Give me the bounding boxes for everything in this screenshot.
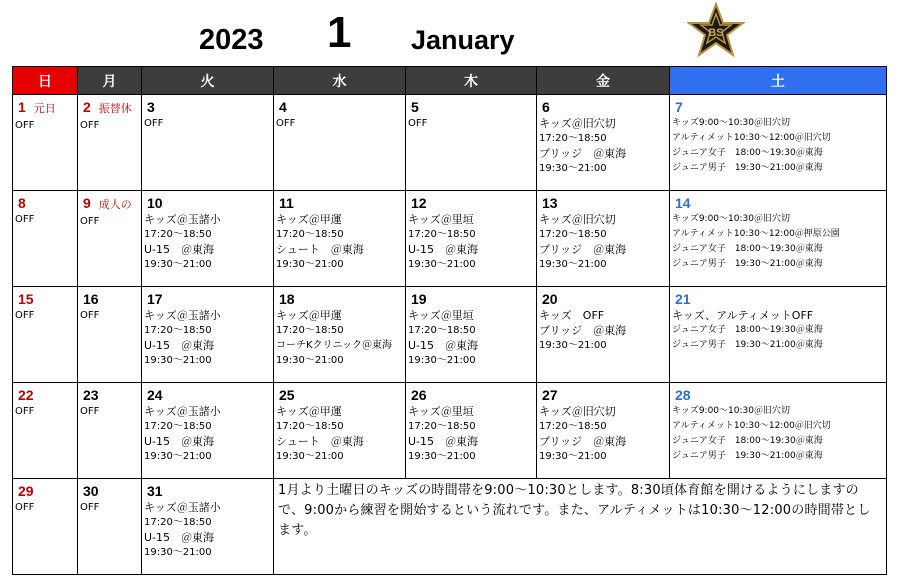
event-line: ジュニア女子 18:00～19:30＠東海 (672, 244, 823, 254)
event-line: キッズ＠玉諸小 (144, 405, 221, 418)
day-cell (142, 95, 274, 191)
day-cell (13, 383, 78, 479)
event-line: 19:30～21:00 (408, 259, 476, 270)
day-number: 29 (18, 483, 34, 499)
event-line: コーチKクリニック＠東海 (276, 340, 392, 351)
day-cell (274, 95, 406, 191)
day-cell (537, 95, 670, 191)
event-line: シュート ＠東海 (276, 435, 364, 448)
day-number: 24 (147, 387, 163, 403)
day-cell (406, 191, 537, 287)
event-line: OFF (15, 120, 35, 131)
day-number (78, 95, 141, 118)
day-number (13, 95, 77, 118)
event-line: U-15 ＠東海 (144, 243, 215, 256)
day-number: 23 (83, 387, 99, 403)
event-line: 19:30～21:00 (144, 451, 212, 462)
event-line: ブリッジ ＠東海 (539, 324, 627, 337)
event-line: 19:30～21:00 (276, 259, 344, 270)
event-line: 17:20～18:50 (408, 325, 476, 336)
event-line: 17:20～18:50 (144, 229, 212, 240)
day-number (78, 191, 141, 214)
day-cell (78, 479, 142, 575)
day-cell (670, 191, 887, 287)
week-row (13, 191, 887, 287)
day-number: 19 (411, 291, 427, 307)
event-line: キッズ＠旧穴切 (539, 213, 616, 226)
day-number: 17 (147, 291, 163, 307)
day-cell (274, 287, 406, 383)
event-line: OFF (80, 216, 100, 227)
weekday-tue: 火 (142, 67, 274, 95)
event-line: キッズ＠玉諸小 (144, 309, 221, 322)
day-cell (406, 95, 537, 191)
event-line: 19:30～21:00 (144, 547, 212, 558)
month-name: January (411, 25, 515, 55)
event-line: OFF (408, 118, 428, 129)
event-line: ジュニア女子 18:00～19:30＠東海 (672, 148, 823, 158)
day-cell (142, 287, 274, 383)
day-number: 22 (18, 387, 34, 403)
weekday-sat: 土 (670, 67, 887, 95)
day-number-text: 2 (83, 99, 91, 115)
day-number: 31 (147, 483, 163, 499)
event-line: キッズ＠甲運 (276, 405, 342, 418)
event-line: OFF (15, 502, 35, 513)
event-line: 17:20～18:50 (408, 421, 476, 432)
day-cell (13, 95, 78, 191)
event-line: キッズ9:00～10:30＠旧穴切 (672, 406, 790, 416)
event-line: キッズ＠甲運 (276, 309, 342, 322)
event-line: ジュニア男子 19:30～21:00＠東海 (672, 163, 823, 173)
event-line: 17:20～18:50 (408, 229, 476, 240)
day-cell (406, 287, 537, 383)
day-cell (78, 383, 142, 479)
event-line: キッズ＠里垣 (408, 213, 474, 226)
event-line: 19:30～21:00 (539, 340, 607, 351)
week-row (13, 479, 887, 575)
event-line: OFF (15, 214, 35, 225)
day-number: 7 (675, 99, 683, 115)
day-cell (537, 287, 670, 383)
event-line: OFF (80, 310, 100, 321)
day-cell (537, 383, 670, 479)
event-line: 19:30～21:00 (539, 451, 607, 462)
event-line: 19:30～21:00 (276, 451, 344, 462)
day-number: 10 (147, 195, 163, 211)
day-number: 14 (675, 195, 691, 211)
day-number: 15 (18, 291, 34, 307)
day-number: 16 (83, 291, 99, 307)
day-number: 3 (147, 99, 155, 115)
event-line: ジュニア男子 19:30～21:00＠東海 (672, 451, 823, 461)
event-line: OFF (80, 120, 100, 131)
event-line: 17:20～18:50 (144, 517, 212, 528)
event-line: OFF (80, 502, 100, 513)
weekday-sun: 日 (13, 67, 78, 95)
event-line: ジュニア男子 19:30～21:00＠東海 (672, 259, 823, 269)
schedule-notice: 1月より土曜日のキッズの時間帯を9:00～10:30とします。8:30頃体育館を開けるようにしますので、9:00から練習を開始するという流れです。また、アルティメットは10:30～12:00の時間帯とします。 (278, 483, 871, 538)
event-line: アルティメット10:30～12:00＠旧穴切 (672, 421, 831, 431)
day-cell (406, 383, 537, 479)
event-line: キッズ＠甲運 (276, 213, 342, 226)
weekday-header-row (13, 67, 887, 95)
event-line: U-15 ＠東海 (144, 339, 215, 352)
day-number: 30 (83, 483, 99, 499)
event-line: U-15 ＠東海 (408, 243, 479, 256)
day-number: 28 (675, 387, 691, 403)
weekday-wed: 水 (274, 67, 406, 95)
event-line: OFF (15, 310, 35, 321)
week-row (13, 287, 887, 383)
day-cell (78, 287, 142, 383)
day-cell (13, 287, 78, 383)
event-line: U-15 ＠東海 (408, 435, 479, 448)
week-row (13, 383, 887, 479)
day-number: 18 (279, 291, 295, 307)
event-line: キッズ9:00～10:30＠旧穴切 (672, 214, 790, 224)
day-cell (13, 191, 78, 287)
holiday-label: 振替休 (98, 103, 132, 115)
event-line: 17:20～18:50 (276, 325, 344, 336)
event-line: 17:20～18:50 (539, 229, 607, 240)
weekday-fri: 金 (537, 67, 670, 95)
day-cell (670, 287, 887, 383)
event-line: キッズ OFF (539, 309, 605, 322)
day-number: 13 (542, 195, 558, 211)
event-line: U-15 ＠東海 (408, 339, 479, 352)
event-line: 19:30～21:00 (276, 355, 344, 366)
event-line: U-15 ＠東海 (144, 531, 215, 544)
day-cell (78, 95, 142, 191)
month-number: 1 (327, 8, 352, 57)
event-line: 19:30～21:00 (408, 451, 476, 462)
event-line: 19:30～21:00 (539, 259, 607, 270)
weekday-mon: 月 (78, 67, 142, 95)
event-line: ブリッジ ＠東海 (539, 147, 627, 160)
event-line: OFF (15, 406, 35, 417)
holiday-label: 元日 (33, 103, 56, 115)
event-line: キッズ＠玉諸小 (144, 213, 221, 226)
event-line: アルティメット10:30～12:00＠旧穴切 (672, 133, 831, 143)
day-number: 26 (411, 387, 427, 403)
year-label: 2023 (199, 24, 264, 56)
day-cell (78, 191, 142, 287)
event-line: キッズ＠旧穴切 (539, 117, 616, 130)
day-number: 25 (279, 387, 295, 403)
event-line: キッズ9:00～10:30＠旧穴切 (672, 118, 790, 128)
day-number: 4 (279, 99, 287, 115)
event-line: 17:20～18:50 (539, 133, 607, 144)
day-cell (13, 479, 78, 575)
day-number-text: 1 (18, 99, 26, 115)
weekday-thu: 木 (406, 67, 537, 95)
event-line: キッズ＠玉諸小 (144, 501, 221, 514)
event-line: 19:30～21:00 (144, 259, 212, 270)
event-line: 19:30～21:00 (408, 355, 476, 366)
day-number: 6 (542, 99, 550, 115)
day-cell (274, 191, 406, 287)
event-line: 17:20～18:50 (276, 229, 344, 240)
event-line: 17:20～18:50 (144, 325, 212, 336)
week-row (13, 95, 887, 191)
event-line: ジュニア女子 18:00～19:30＠東海 (672, 436, 823, 446)
day-cell (142, 479, 274, 575)
day-number: 27 (542, 387, 558, 403)
day-cell (142, 191, 274, 287)
event-line: 19:30～21:00 (144, 355, 212, 366)
event-line: 17:20～18:50 (144, 421, 212, 432)
day-number: 11 (279, 195, 294, 211)
event-line: シュート ＠東海 (276, 243, 364, 256)
calendar-table (12, 66, 887, 575)
event-line: ジュニア男子 19:30～21:00＠東海 (672, 340, 823, 350)
event-line: ブリッジ ＠東海 (539, 435, 627, 448)
day-number: 20 (542, 291, 558, 307)
event-line: ジュニア女子 18:00～19:30＠東海 (672, 325, 823, 335)
event-line: キッズ＠旧穴切 (539, 405, 616, 418)
event-line: キッズ＠里垣 (408, 309, 474, 322)
day-cell (274, 383, 406, 479)
event-line: 17:20～18:50 (276, 421, 344, 432)
day-number: 8 (18, 195, 26, 211)
event-line: 17:20～18:50 (539, 421, 607, 432)
day-cell (670, 383, 887, 479)
event-line: OFF (144, 118, 164, 129)
event-line: アルティメット10:30～12:00＠押原公園 (672, 229, 840, 239)
event-line: OFF (276, 118, 296, 129)
event-line: 19:30～21:00 (539, 163, 607, 174)
day-cell (142, 383, 274, 479)
day-number: 12 (411, 195, 427, 211)
event-line: キッズ＠里垣 (408, 405, 474, 418)
event-line: ブリッジ ＠東海 (539, 243, 627, 256)
day-number: 21 (675, 291, 691, 307)
day-number: 5 (411, 99, 419, 115)
holiday-label: 成人の (98, 199, 132, 211)
day-cell (670, 95, 887, 191)
event-line: キッズ、アルティメットOFF (672, 309, 814, 322)
day-number-text: 9 (83, 195, 91, 211)
star-logo-icon (687, 2, 745, 60)
event-line: U-15 ＠東海 (144, 435, 215, 448)
day-cell (537, 191, 670, 287)
logo-text: BS (708, 27, 724, 39)
notice-cell (274, 479, 887, 575)
event-line: OFF (80, 406, 100, 417)
